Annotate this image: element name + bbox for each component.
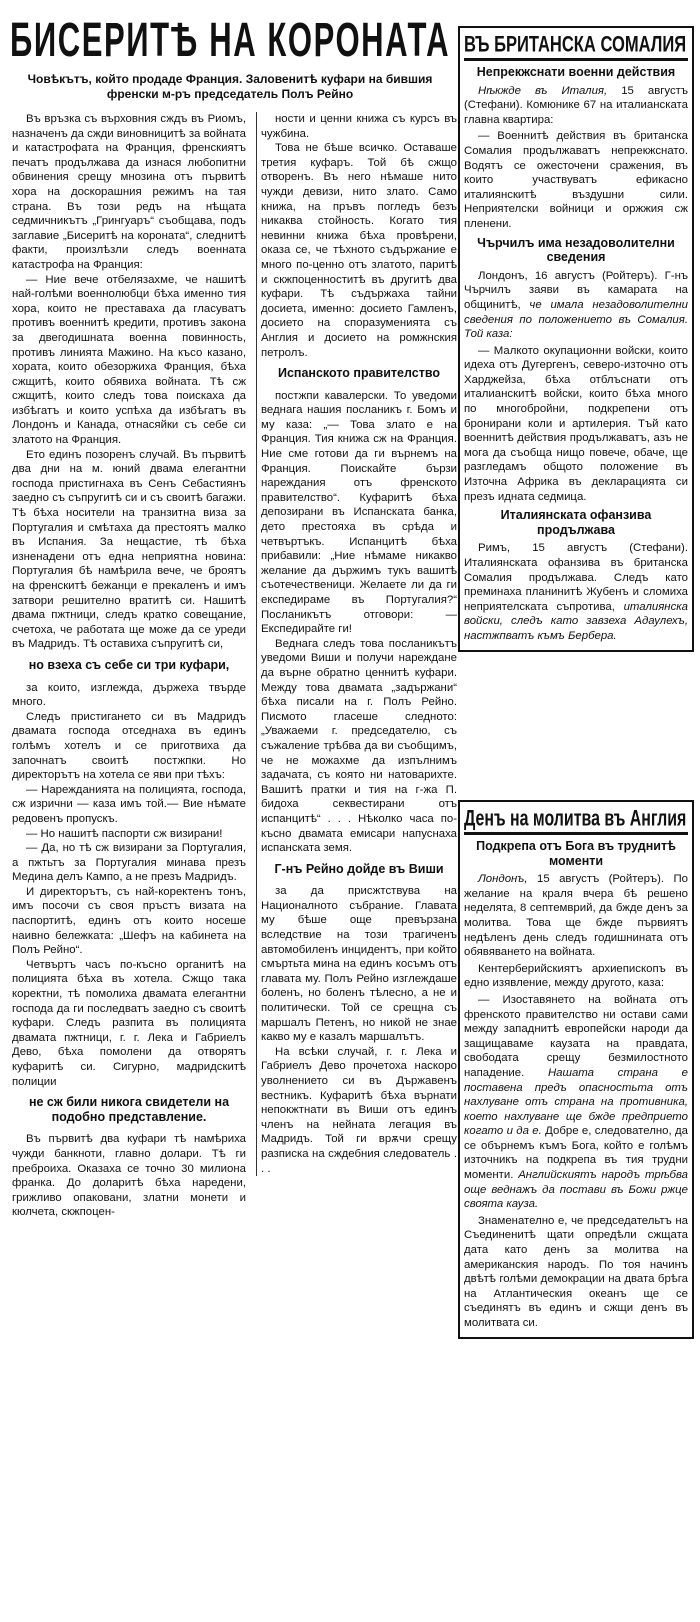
text-run: На всѣки случай, г. г. Лека и Габриелъ Дево прочетоха наскоро уволнението си въ Държавенъ вестникъ. Куфаритѣ бѣха върнати непокжтнати въ Виши отъ единъ членъ на нейната легация въ Мадридъ. Той ги врѫчи срещу разписка на сждебния следователь . . . bbox=[261, 1045, 457, 1175]
text-run: Кентерберийскиятъ архиепископъ въ едно изявление, между другото, каза: bbox=[464, 962, 688, 990]
text-run: че имала незадоволителни сведения по положението въ Сомалия. Той каза: bbox=[464, 298, 688, 341]
paragraph bbox=[464, 872, 688, 960]
text-run: Нашата страна е поставена предъ опасностьта отъ нахлуване отъ страна на противника, което нахлуване ще бжде предприето когато и да е. bbox=[464, 1066, 688, 1138]
text-run: Римъ, 15 августъ (Стефани). Италиянската офанзива въ британска Сомалия продължава. Следъ като преминаха планинитѣ Жубенъ и сломиха неприятелската съпротива, bbox=[464, 542, 688, 613]
somalia-news-box bbox=[458, 26, 694, 652]
text-run: — Военнитѣ действия въ британска Сомалия продължаватъ непрекжснато. Водятъ се ожесточени сражения, въ които участвуватъ ефикасно италиянскитѣ въздушни сили. Неприятелски войници и оржжия сж пленени. bbox=[464, 130, 688, 230]
text-run: италиянска войски, следъ като завзеха Адаулехъ, настжпватъ къмъ Бербера. bbox=[464, 600, 688, 642]
paragraph bbox=[261, 112, 457, 141]
text-run: Това не бѣше всичко. Оставаше третия куфаръ. Той бѣ сжщо отворенъ. Въ него нѣмаше нито чужди девизи, нито злато. Само книжа, на пръвъ погледъ безъ никаква стойность. Когато тия невинни книжа бѣха провѣрени, оказа се, че тѣхното съдържание е много по-ценно отъ златото, паритѣ и скжпоценноститѣ въ другитѣ два куфари. Тѣ съдържаха тайни досиета, именно: досието Гамленъ, досието на споразуменията съ Англия и досието на ромжнския петролъ. bbox=[261, 142, 457, 359]
paragraph bbox=[12, 681, 246, 710]
paragraph bbox=[12, 885, 246, 958]
text-run: — Но нашитѣ паспорти сж визирани! bbox=[26, 827, 223, 840]
paragraph bbox=[261, 1045, 457, 1176]
text-run: Лондонъ, bbox=[478, 873, 528, 886]
paragraph bbox=[12, 1132, 246, 1220]
text-run: — Малкото окупационни войски, които идеха отъ Дугергенъ, северо-източно отъ Харджейза, бѣха отблъснати отъ италианскитѣ войски, които бѣха много по многобройни, подкрепени отъ бронирани коли и артилерия. Тъй като военнитѣ действия продължаватъ, азъ не мога да съобща нищо повече, обаче, ще разгледамъ общото положение въ Източна Африка въ декларацията си презъ идната седмица. bbox=[464, 344, 688, 503]
paragraph bbox=[464, 993, 688, 1212]
section-heading bbox=[12, 1095, 246, 1124]
section-heading bbox=[464, 508, 688, 537]
paragraph bbox=[12, 841, 246, 885]
prayer-headline bbox=[464, 806, 688, 835]
paragraph bbox=[261, 141, 457, 360]
paragraph bbox=[12, 958, 246, 1089]
paragraph bbox=[12, 112, 246, 273]
text-run: — Ние вече отбелязахме, че нашитѣ най-голѣми военнолюбци бѣха именно тия хора, които не преставаха да гласуватъ противъ военнитѣ кредити, противъ закона за двегодишната военна повинность, противъ линията Мажино. На късо казано, хората, които обезоржиха Франция, бѣха сжщитѣ, които обявиха войната. Тѣ сж сжщитѣ, които следъ това поискаха да избѣгатъ и които успѣха да избѣгатъ въ Лондонъ и Канада, отнасяйки съ себе си златото на Франция. bbox=[12, 273, 246, 447]
text-run: но взеха съ себе си три куфари, bbox=[28, 657, 230, 672]
text-run: Добре е, следователно, да се обърнемъ къмъ Бога, който е голѣмъ източникъ на подкрепа въ тия трудни моменти. bbox=[464, 1125, 688, 1182]
text-run: — Да, но тѣ сж визирани за Португалия, а пжтьтъ за Португалия минава презъ Медина делъ Кампо, а не презъ Мадридъ. bbox=[12, 842, 246, 884]
prayer-headline-text: Денъ на молитва въ Англия bbox=[464, 807, 687, 832]
text-run: Въ връзка съ върховния сждъ въ Риомъ, назначенъ да сжди виновницитѣ за войната и катастрофата на Франция, френскиятъ печатъ продължава да изнася любопитни обвинения срещу мнозина отъ първитѣ хора на доскорашния режимъ на тая страна. Въ този редъ на нѣщата седмичникътъ „Грингуаръ“ съобщава, подъ заглавие „Бисеритѣ на короната“, следнитѣ факти, произлѣзли следъ военната катастрофа на Франция: bbox=[12, 113, 246, 271]
main-headline: БИСЕРИТѢ НА КОРОНАТА bbox=[10, 14, 451, 67]
section-heading bbox=[464, 236, 688, 265]
paragraph bbox=[12, 783, 246, 827]
section-heading bbox=[261, 862, 457, 877]
text-run: Нѣкжде въ Италия, bbox=[478, 84, 608, 97]
paragraph bbox=[464, 962, 688, 991]
text-run: Г-нъ Рейно дойде въ Виши bbox=[274, 861, 444, 876]
text-run: Лондонъ, 16 августъ (Ройтеръ). Г-нъ Чърчилъ заяви въ камарата на общинитѣ, bbox=[464, 269, 688, 311]
text-run: ности и ценни книжа съ курсъ въ чужбина. bbox=[261, 113, 457, 140]
prayer-news-box bbox=[458, 800, 694, 1339]
paragraph bbox=[261, 884, 457, 1045]
text-run: Знаменателно е, че председательтъ на Съединенитѣ щати опредѣли сжщата дата като денъ за молитва на американския народъ. По тоя начинъ двѣтѣ голѣми демокрации на двата брѣга на Атлантическия океанъ ще се съединятъ въ единъ и сжщи денъ въ молитвата си. bbox=[464, 1214, 688, 1329]
text-run: Ето единъ позоренъ случай. Въ първитѣ два дни на м. юний двама елегантни господа пристигнаха въ Сенъ Себастиянъ заедно съ съпругитѣ си и съ своитѣ багажи. Тѣ бѣха носители на транзитна виза за Португалия и смѣтаха да престоятъ малко въ Испания. За нещастие, тѣ бѣха изненадени отъ една неприятна новина: Португалия бѣ намѣрила вече, че броятъ на френскитѣ бежанци е прекаленъ и имъ затвори решително вратитѣ си. Нашитѣ двама пжтници, следъ кратко совещание, счетоха, че работата ще може да се уреди въ Мадридъ. Тѣ оставиха съпругитѣ си, bbox=[12, 448, 246, 651]
paragraph bbox=[464, 541, 688, 643]
text-run: Следъ пристигането си въ Мадридъ двамата господа отседнаха въ единъ голѣмъ хотелъ и се приготвиха да започнатъ своитѣ постжпки. Но директорътъ на хотела се яви при тѣхъ: bbox=[12, 710, 246, 782]
section-heading bbox=[12, 658, 246, 673]
section-heading bbox=[464, 839, 688, 868]
paragraph bbox=[464, 1214, 688, 1331]
somalia-headline-text: ВЪ БРИТАНСКА СОМАЛИЯ bbox=[464, 33, 687, 58]
text-run: Испанското правителство bbox=[277, 366, 440, 381]
paragraph bbox=[12, 827, 246, 842]
text-run: постжпи кавалерски. То уведоми веднага нашия посланикъ г. Бомъ и му каза: „— Това злато е на Франция. Тия книжа сж на Франция. Ние сме готови да ги върнемъ на Франция. Поискайте бързи нареждания отъ френското правителство“. Куфаритѣ бѣха депозирани въ Испанската банка, дето престояха въ срѣда и четвъртъкъ. Испанцитѣ бѣха прибавили: „Ние нѣмаме никакво желание да държимъ тукъ вашитѣ съотечественици. Желаете ли да ги експедираме въ Португалия?“ Посланикътъ отговори: — Експедирайте ги! bbox=[261, 389, 457, 636]
paragraph bbox=[261, 637, 457, 856]
text-run: 15 августъ (Стефани). Комюнике 67 на италианската главна квартира: bbox=[464, 84, 688, 126]
prayer-body bbox=[464, 839, 688, 1331]
text-run: за да присжтствува на Националното събрание. Главата му бѣше още превързана вследствие на този трагиченъ автомобиленъ инцидентъ, при който смъртьта мина на единъ косъмъ отъ главата му. Полъ Рейно изглеждаше боленъ, но боленъ тѣлесно, а не и политически. Той се срещна съ маршалъ Петенъ, но никой не знае какво му е казалъ маршалътъ. bbox=[261, 885, 457, 1044]
text-run: Непрекжснати военни действия bbox=[476, 65, 676, 79]
text-run: — Нарежданията на полицията, господа, сж изрични — каза имъ той.— Вие нѣмате редовенъ пропускъ. bbox=[12, 783, 246, 825]
main-subheadline: Човѣкътъ, който продаде Франция. Заловенитѣ куфари на бившия френски м-ръ председатель Полъ Рейно bbox=[27, 72, 433, 101]
somalia-body bbox=[464, 65, 688, 644]
text-run: Италиянската офанзива продължава bbox=[500, 508, 652, 537]
paragraph bbox=[464, 84, 688, 128]
paragraph bbox=[12, 710, 246, 783]
article-column-1 bbox=[12, 112, 246, 1220]
paragraph bbox=[464, 129, 688, 231]
text-run: Въ първитѣ два куфари тѣ намѣриха чужди банкноти, главно долари. Тѣ ги преброиха. Оказаха се точно 30 милиона франка. До доларитѣ бѣха наредени, грижливо опаковани, златни монети и кюлчета, скжпоцен- bbox=[12, 1133, 246, 1219]
section-heading bbox=[261, 366, 457, 381]
section-heading bbox=[464, 65, 688, 80]
text-run: Четвъртъ часъ по-късно органитѣ на полицията бѣха въ хотела. Сжщо така коректни, тѣ помолиха двамата елегантни господа да ги последватъ заедно съ своитѣ куфари. Следъ разпита въ полицията двамата пжтници, г. г. Лека и Габриелъ Дево, бѣха помолени да отворятъ куфаритѣ си. Сигурно, мадридскитѣ полиции bbox=[12, 958, 246, 1088]
paragraph bbox=[261, 389, 457, 637]
text-run: Веднага следъ това посланикътъ уведоми Виши и получи нареждане да върне обратно ценнитѣ куфари. Между това двамата „задържани“ бѣха писали на г. Полъ Рейно. Писмото гласеше следното: „Уважаеми г. председателю, съ съжаление трѣбва да ви съобщимъ, че не можахме да изпълнимъ задачата, съ която ни натоварихте. Вашитѣ пратки и тия на г-жа П. бидоха секвестирани отъ испанцитѣ“ . . . Нѣколко часа по-късно двамата емисари напуснаха испанската земя. bbox=[261, 637, 457, 855]
text-run: Английскиятъ народъ трѣбва още веднажъ да постави въ Божи ржце своята кауза. bbox=[464, 1169, 688, 1211]
article-column-2 bbox=[256, 112, 457, 1176]
paragraph bbox=[464, 344, 688, 505]
somalia-headline bbox=[464, 32, 688, 61]
paragraph bbox=[464, 269, 688, 342]
text-run: 15 августъ (Ройтеръ). По желание на краля вчера бѣ решено неделята, 8 септемврий, да бжде денъ за молитва. Това ще бжде първиятъ недѣленъ день следъ годишнината отъ обявяването на войната. bbox=[464, 873, 688, 959]
paragraph bbox=[12, 273, 246, 448]
paragraph bbox=[12, 448, 246, 652]
text-run: — Изоставянето на войната отъ френското правителство ни остави сами между западнитѣ европейски народи да защищаваме каузата на правдата, свободата срещу безмилостното нападение. bbox=[464, 993, 688, 1079]
text-run: И директорътъ, съ най-коректенъ тонъ, имъ посочи съ своя пръстъ визата на паспортитѣ, единъ отъ които носеше наивно бележката: „Шефъ на кабинета на Полъ Рейно“. bbox=[12, 885, 246, 957]
text-run: Подкрепа отъ Бога въ труднитѣ моменти bbox=[476, 839, 676, 868]
text-run: Чърчилъ има незадоволителни сведения bbox=[477, 235, 675, 265]
text-run: не сж били никога свидетели на подобно представление. bbox=[28, 1095, 230, 1124]
text-run: за които, изглежда, държеха твърде много. bbox=[12, 681, 246, 709]
